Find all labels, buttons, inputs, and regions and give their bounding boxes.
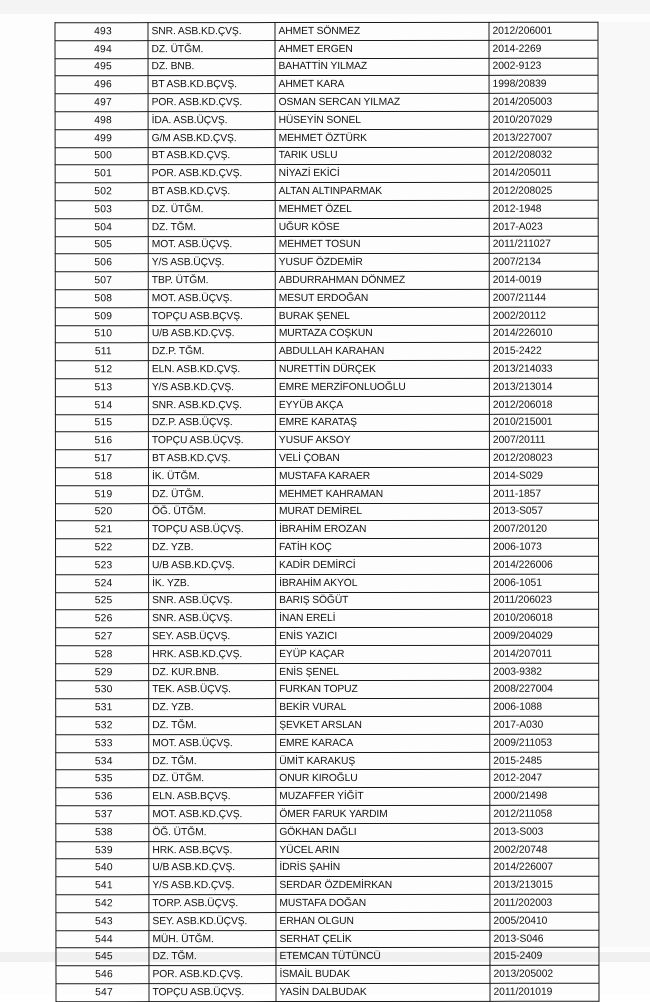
cell-full-name: İBRAHİM EROZAN [276,521,490,539]
cell-full-name: BEKİR VURAL [276,699,490,717]
cell-sequence-number: 506 [55,254,148,272]
cell-rank: TOPÇU ASB.ÜÇVŞ. [148,432,275,450]
cell-rank: MOT. ASB.ÜÇVŞ. [148,290,275,308]
table-row [55,93,598,111]
table-row [56,627,599,645]
roster-table-container [55,22,598,1002]
cell-registry-number: 2003-9382 [490,663,599,681]
roster-table-body [55,22,599,1001]
cell-sequence-number: 507 [55,272,148,290]
cell-registry-number: 2000/21498 [490,787,599,805]
table-row [55,22,598,40]
cell-sequence-number: 519 [55,485,148,503]
scan-artifact-right [600,22,650,947]
cell-rank: Y/S ASB.KD.ÇVŞ. [148,378,275,396]
cell-rank: SEY. ASB.ÜÇVŞ. [149,628,276,646]
table-row [55,503,598,521]
cell-full-name: HÜSEYİN SONEL [275,111,489,129]
cell-registry-number: 2005/20410 [490,912,599,930]
cell-rank: SNR. ASB.ÜÇVŞ. [149,592,276,610]
cell-sequence-number: 540 [56,859,149,877]
table-row [55,378,598,396]
table-row [55,254,598,272]
cell-registry-number: 2011/202003 [490,894,599,912]
cell-sequence-number: 510 [55,325,148,343]
cell-registry-number: 2013/213014 [489,378,598,396]
cell-rank: TOPÇU ASB.ÜÇVŞ. [149,984,276,1002]
cell-registry-number: 2012/206018 [489,396,598,414]
cell-full-name: MUZAFFER YİĞİT [276,788,490,806]
cell-registry-number: 2012/208025 [489,182,598,200]
cell-sequence-number: 499 [55,129,148,147]
table-row [56,948,599,966]
table-row [56,805,599,823]
table-row [56,912,599,930]
cell-full-name: ONUR KIROĞLU [276,770,490,788]
cell-full-name: EMRE KARACA [276,734,490,752]
cell-rank: BT ASB.KD.ÇVŞ. [148,147,275,165]
cell-registry-number: 2014/207011 [490,645,599,663]
cell-full-name: ABDURRAHMAN DÖNMEZ [275,271,489,289]
table-row [56,965,599,983]
cell-full-name: NİYAZİ EKİCİ [275,165,489,183]
cell-rank: SNR. ASB.ÜÇVŞ. [149,610,276,628]
cell-full-name: TARIK USLU [275,147,489,165]
cell-sequence-number: 518 [55,468,148,486]
cell-registry-number: 2011/211027 [489,236,598,254]
table-row [56,610,599,628]
cell-registry-number: 2006-1088 [490,698,599,716]
cell-full-name: BAHATTİN YILMAZ [275,58,489,76]
cell-rank: HRK. ASB.KD.ÇVŞ. [149,645,276,663]
cell-rank: SNR. ASB.KD.ÇVŞ. [148,396,275,414]
cell-full-name: ENİS YAZICI [276,627,490,645]
table-row [55,182,598,200]
table-row [55,40,598,58]
cell-full-name: BARIŞ SÖĞÜT [276,592,490,610]
table-row [56,823,599,841]
cell-full-name: MEHMET ÖZEL [275,200,489,218]
cell-full-name: İBRAHİM AKYOL [276,574,490,592]
cell-rank: DZ. ÜTĞM. [149,770,276,788]
cell-registry-number: 2014-S029 [489,467,598,485]
cell-registry-number: 2010/207029 [489,111,598,129]
cell-full-name: AHMET ERGEN [275,40,489,58]
cell-rank: TBP. ÜTĞM. [148,272,275,290]
cell-full-name: MURAT DEMİREL [275,503,489,521]
cell-rank: ÖĞ. ÜTĞM. [148,503,275,521]
cell-registry-number: 2010/215001 [489,414,598,432]
cell-registry-number: 1998/20839 [489,76,598,94]
table-row [55,432,598,450]
scan-artifact-top [0,0,650,14]
cell-full-name: EYYÜB AKÇA [275,396,489,414]
cell-full-name: NURETTİN DÜRÇEK [275,360,489,378]
cell-sequence-number: 523 [56,557,149,575]
cell-full-name: EMRE KARATAŞ [275,414,489,432]
cell-registry-number: 2012-2047 [490,770,599,788]
cell-rank: DZ. ÜTĞM. [148,40,275,58]
cell-registry-number: 2014/226006 [490,556,599,574]
table-row [56,521,599,539]
table-row [56,859,599,877]
cell-registry-number: 2013/213015 [490,876,599,894]
table-row [55,271,598,289]
cell-registry-number: 2008/227004 [490,681,599,699]
cell-rank: DZ. ÜTĞM. [148,485,275,503]
table-row [55,396,598,414]
cell-full-name: ENİS ŞENEL [276,663,490,681]
cell-rank: DZ.P. ASB.ÜÇVŞ. [148,414,275,432]
cell-rank: MOT. ASB.ÜÇVŞ. [149,734,276,752]
cell-sequence-number: 520 [55,503,148,521]
cell-full-name: MURTAZA COŞKUN [275,325,489,343]
cell-sequence-number: 531 [56,699,149,717]
cell-sequence-number: 542 [56,895,149,913]
cell-rank: Y/S ASB.ÜÇVŞ. [148,254,275,272]
cell-full-name: AHMET SÖNMEZ [275,22,489,40]
cell-full-name: ETEMCAN TÜTÜNCÜ [276,948,490,966]
cell-rank: İDA. ASB.ÜÇVŞ. [148,112,275,130]
table-row [55,129,598,147]
table-row [56,787,599,805]
cell-rank: POR. ASB.KD.ÇVŞ. [148,165,275,183]
cell-rank: DZ. TĞM. [149,717,276,735]
cell-rank: SEY. ASB.KD.ÜÇVŞ. [149,912,276,930]
cell-full-name: MEHMET TOSUN [275,236,489,254]
cell-sequence-number: 501 [55,165,148,183]
table-row [55,360,598,378]
cell-registry-number: 2007/21144 [489,289,598,307]
table-row [56,556,599,574]
cell-full-name: EMRE MERZİFONLUOĞLU [275,378,489,396]
table-row [56,716,599,734]
cell-sequence-number: 528 [56,646,149,664]
cell-rank: DZ. TĞM. [148,218,275,236]
cell-sequence-number: 500 [55,147,148,165]
cell-registry-number: 2012/206001 [489,22,598,40]
cell-full-name: VELİ ÇOBAN [275,449,489,467]
cell-full-name: YUSUF AKSOY [275,432,489,450]
cell-sequence-number: 505 [55,236,148,254]
cell-rank: DZ. YZB. [149,539,276,557]
cell-full-name: EYÜP KAÇAR [276,645,490,663]
cell-rank: BT ASB.KD.ÇVŞ. [148,183,275,201]
cell-rank: BT ASB.KD.ÇVŞ. [148,450,275,468]
cell-full-name: YUSUF ÖZDEMİR [275,254,489,272]
cell-registry-number: 2013/227007 [489,129,598,147]
table-row [55,147,598,165]
cell-sequence-number: 526 [56,610,149,628]
table-row [56,645,599,663]
table-row [56,734,599,752]
cell-full-name: SERDAR ÖZDEMİRKAN [276,877,490,895]
cell-sequence-number: 534 [56,752,149,770]
cell-rank: MÜH. ÜTĞM. [149,930,276,948]
table-row [55,218,598,236]
table-row [56,752,599,770]
cell-registry-number: 2014/226010 [489,325,598,343]
cell-rank: DZ. ÜTĞM. [148,201,275,219]
table-row [56,538,599,556]
cell-full-name: MEHMET ÖZTÜRK [275,129,489,147]
cell-sequence-number: 493 [55,23,148,41]
cell-rank: U/B ASB.KD.ÇVŞ. [149,859,276,877]
cell-registry-number: 2002-9123 [489,58,598,76]
cell-sequence-number: 525 [56,592,149,610]
cell-rank: MOT. ASB.ÜÇVŞ. [148,236,275,254]
table-row [55,414,598,432]
cell-full-name: ÖMER FARUK YARDIM [276,805,490,823]
cell-rank: U/B ASB.KD.ÇVŞ. [148,325,275,343]
cell-rank: TOPÇU ASB.ÜÇVŞ. [149,521,276,539]
cell-full-name: ABDULLAH KARAHAN [275,343,489,361]
cell-rank: U/B ASB.KD.ÇVŞ. [149,556,276,574]
cell-sequence-number: 498 [55,112,148,130]
cell-sequence-number: 535 [56,770,149,788]
cell-registry-number: 2013/214033 [489,360,598,378]
table-row [55,325,598,343]
cell-registry-number: 2014/226007 [490,859,599,877]
cell-full-name: KADİR DEMİRCİ [276,556,490,574]
cell-rank: TORP. ASB.ÜÇVŞ. [149,895,276,913]
cell-full-name: SERHAT ÇELİK [276,930,490,948]
cell-full-name: ALTAN ALTINPARMAK [275,183,489,201]
table-row [55,449,598,467]
cell-full-name: OSMAN SERCAN YILMAZ [275,94,489,112]
cell-rank: İK. ÜTĞM. [148,467,275,485]
personnel-roster-table [54,22,599,1002]
cell-registry-number: 2012-1948 [489,200,598,218]
table-row [55,485,598,503]
cell-rank: HRK. ASB.BÇVŞ. [149,841,276,859]
cell-registry-number: 2006-1051 [490,574,599,592]
cell-registry-number: 2009/211053 [490,734,599,752]
cell-rank: ÖĞ. ÜTĞM. [149,823,276,841]
cell-registry-number: 2002/20748 [490,841,599,859]
table-row [55,236,598,254]
cell-registry-number: 2007/20120 [490,521,599,539]
cell-sequence-number: 546 [56,966,149,984]
cell-full-name: FURKAN TOPUZ [276,681,490,699]
table-row [56,894,599,912]
cell-registry-number: 2012/208023 [489,449,598,467]
cell-registry-number: 2011/201019 [490,983,599,1001]
cell-rank: DZ.P. TĞM. [148,343,275,361]
cell-registry-number: 2017-A030 [490,716,599,734]
cell-sequence-number: 537 [56,806,149,824]
table-row [56,983,599,1001]
table-row [56,930,599,948]
table-row [55,165,598,183]
cell-sequence-number: 521 [56,521,149,539]
cell-full-name: FATİH KOÇ [276,538,490,556]
table-row [55,289,598,307]
cell-sequence-number: 533 [56,735,149,753]
cell-sequence-number: 545 [56,948,149,966]
cell-rank: İK. YZB. [149,574,276,592]
cell-sequence-number: 517 [55,450,148,468]
cell-registry-number: 2015-2422 [489,343,598,361]
cell-sequence-number: 516 [55,432,148,450]
table-row [56,592,599,610]
cell-rank: ELN. ASB.BÇVŞ. [149,788,276,806]
cell-sequence-number: 544 [56,930,149,948]
cell-full-name: ŞEVKET ARSLAN [276,716,490,734]
table-row [55,58,598,76]
cell-sequence-number: 513 [55,379,148,397]
cell-sequence-number: 514 [55,396,148,414]
cell-sequence-number: 508 [55,290,148,308]
cell-sequence-number: 503 [55,201,148,219]
table-row [55,343,598,361]
cell-full-name: MESUT ERDOĞAN [275,289,489,307]
cell-full-name: GÖKHAN DAĞLI [276,823,490,841]
cell-sequence-number: 504 [55,218,148,236]
cell-full-name: UĞUR KÖSE [275,218,489,236]
cell-full-name: İNAN ERELİ [276,610,490,628]
cell-registry-number: 2013/205002 [490,965,599,983]
cell-registry-number: 2007/2134 [489,254,598,272]
cell-rank: DZ. TĞM. [149,948,276,966]
cell-rank: DZ. BNB. [148,58,275,76]
cell-registry-number: 2002/20112 [489,307,598,325]
cell-sequence-number: 495 [55,58,148,76]
cell-sequence-number: 522 [56,539,149,557]
cell-sequence-number: 538 [56,824,149,842]
cell-rank: ELN. ASB.KD.ÇVŞ. [148,361,275,379]
cell-full-name: İDRİS ŞAHİN [276,859,490,877]
table-row [56,698,599,716]
cell-full-name: İSMAİL BUDAK [276,966,490,984]
cell-registry-number: 2011/206023 [490,592,599,610]
cell-registry-number: 2013-S003 [490,823,599,841]
cell-sequence-number: 524 [56,574,149,592]
cell-full-name: ERHAN OLGUN [276,912,490,930]
cell-registry-number: 2010/206018 [490,610,599,628]
cell-registry-number: 2014/205003 [489,93,598,111]
cell-full-name: YASİN DALBUDAK [276,983,490,1001]
table-row [55,307,598,325]
table-row [56,574,599,592]
table-row [56,681,599,699]
cell-registry-number: 2017-A023 [489,218,598,236]
cell-sequence-number: 529 [56,663,149,681]
cell-registry-number: 2015-2409 [490,948,599,966]
cell-full-name: BURAK ŞENEL [275,307,489,325]
table-row [56,770,599,788]
cell-rank: POR. ASB.KD.ÇVŞ. [149,966,276,984]
cell-registry-number: 2013-S057 [489,503,598,521]
cell-registry-number: 2011-1857 [489,485,598,503]
table-row [56,663,599,681]
cell-rank: DZ. KUR.BNB. [149,663,276,681]
cell-registry-number: 2012/208032 [489,147,598,165]
cell-sequence-number: 497 [55,94,148,112]
cell-full-name: ÜMİT KARAKUŞ [276,752,490,770]
cell-rank: TEK. ASB.ÜÇVŞ. [149,681,276,699]
cell-registry-number: 2014-0019 [489,271,598,289]
cell-sequence-number: 530 [56,681,149,699]
cell-rank: POR. ASB.KD.ÇVŞ. [148,94,275,112]
cell-sequence-number: 509 [55,307,148,325]
cell-rank: DZ. YZB. [149,699,276,717]
cell-registry-number: 2014-2269 [489,40,598,58]
cell-sequence-number: 496 [55,76,148,94]
cell-sequence-number: 511 [55,343,148,361]
cell-registry-number: 2015-2485 [490,752,599,770]
cell-rank: G/M ASB.KD.ÇVŞ. [148,129,275,147]
cell-sequence-number: 532 [56,717,149,735]
table-row [55,467,598,485]
table-row [56,841,599,859]
table-row [56,876,599,894]
cell-sequence-number: 536 [56,788,149,806]
cell-registry-number: 2009/204029 [490,627,599,645]
cell-sequence-number: 547 [56,984,149,1002]
cell-full-name: MUSTAFA KARAER [275,467,489,485]
cell-rank: BT ASB.KD.BÇVŞ. [148,76,275,94]
cell-rank: MOT. ASB.KD.ÇVŞ. [149,806,276,824]
cell-sequence-number: 512 [55,361,148,379]
cell-full-name: MEHMET KAHRAMAN [275,485,489,503]
cell-full-name: YÜCEL ARIN [276,841,490,859]
cell-registry-number: 2012/211058 [490,805,599,823]
cell-sequence-number: 543 [56,913,149,931]
cell-rank: SNR. ASB.KD.ÇVŞ. [148,23,275,41]
cell-full-name: AHMET KARA [275,76,489,94]
cell-full-name: MUSTAFA DOĞAN [276,894,490,912]
cell-sequence-number: 502 [55,183,148,201]
cell-sequence-number: 527 [56,628,149,646]
cell-sequence-number: 515 [55,414,148,432]
cell-rank: DZ. TĞM. [149,752,276,770]
cell-sequence-number: 539 [56,841,149,859]
table-row [55,200,598,218]
cell-registry-number: 2014/205011 [489,165,598,183]
cell-registry-number: 2007/20111 [489,432,598,450]
cell-sequence-number: 541 [56,877,149,895]
cell-rank: TOPÇU ASB.BÇVŞ. [148,307,275,325]
cell-registry-number: 2006-1073 [490,538,599,556]
cell-sequence-number: 494 [55,40,148,58]
table-row [55,111,598,129]
cell-rank: Y/S ASB.KD.ÇVŞ. [149,877,276,895]
table-row [55,76,598,94]
cell-registry-number: 2013-S046 [490,930,599,948]
